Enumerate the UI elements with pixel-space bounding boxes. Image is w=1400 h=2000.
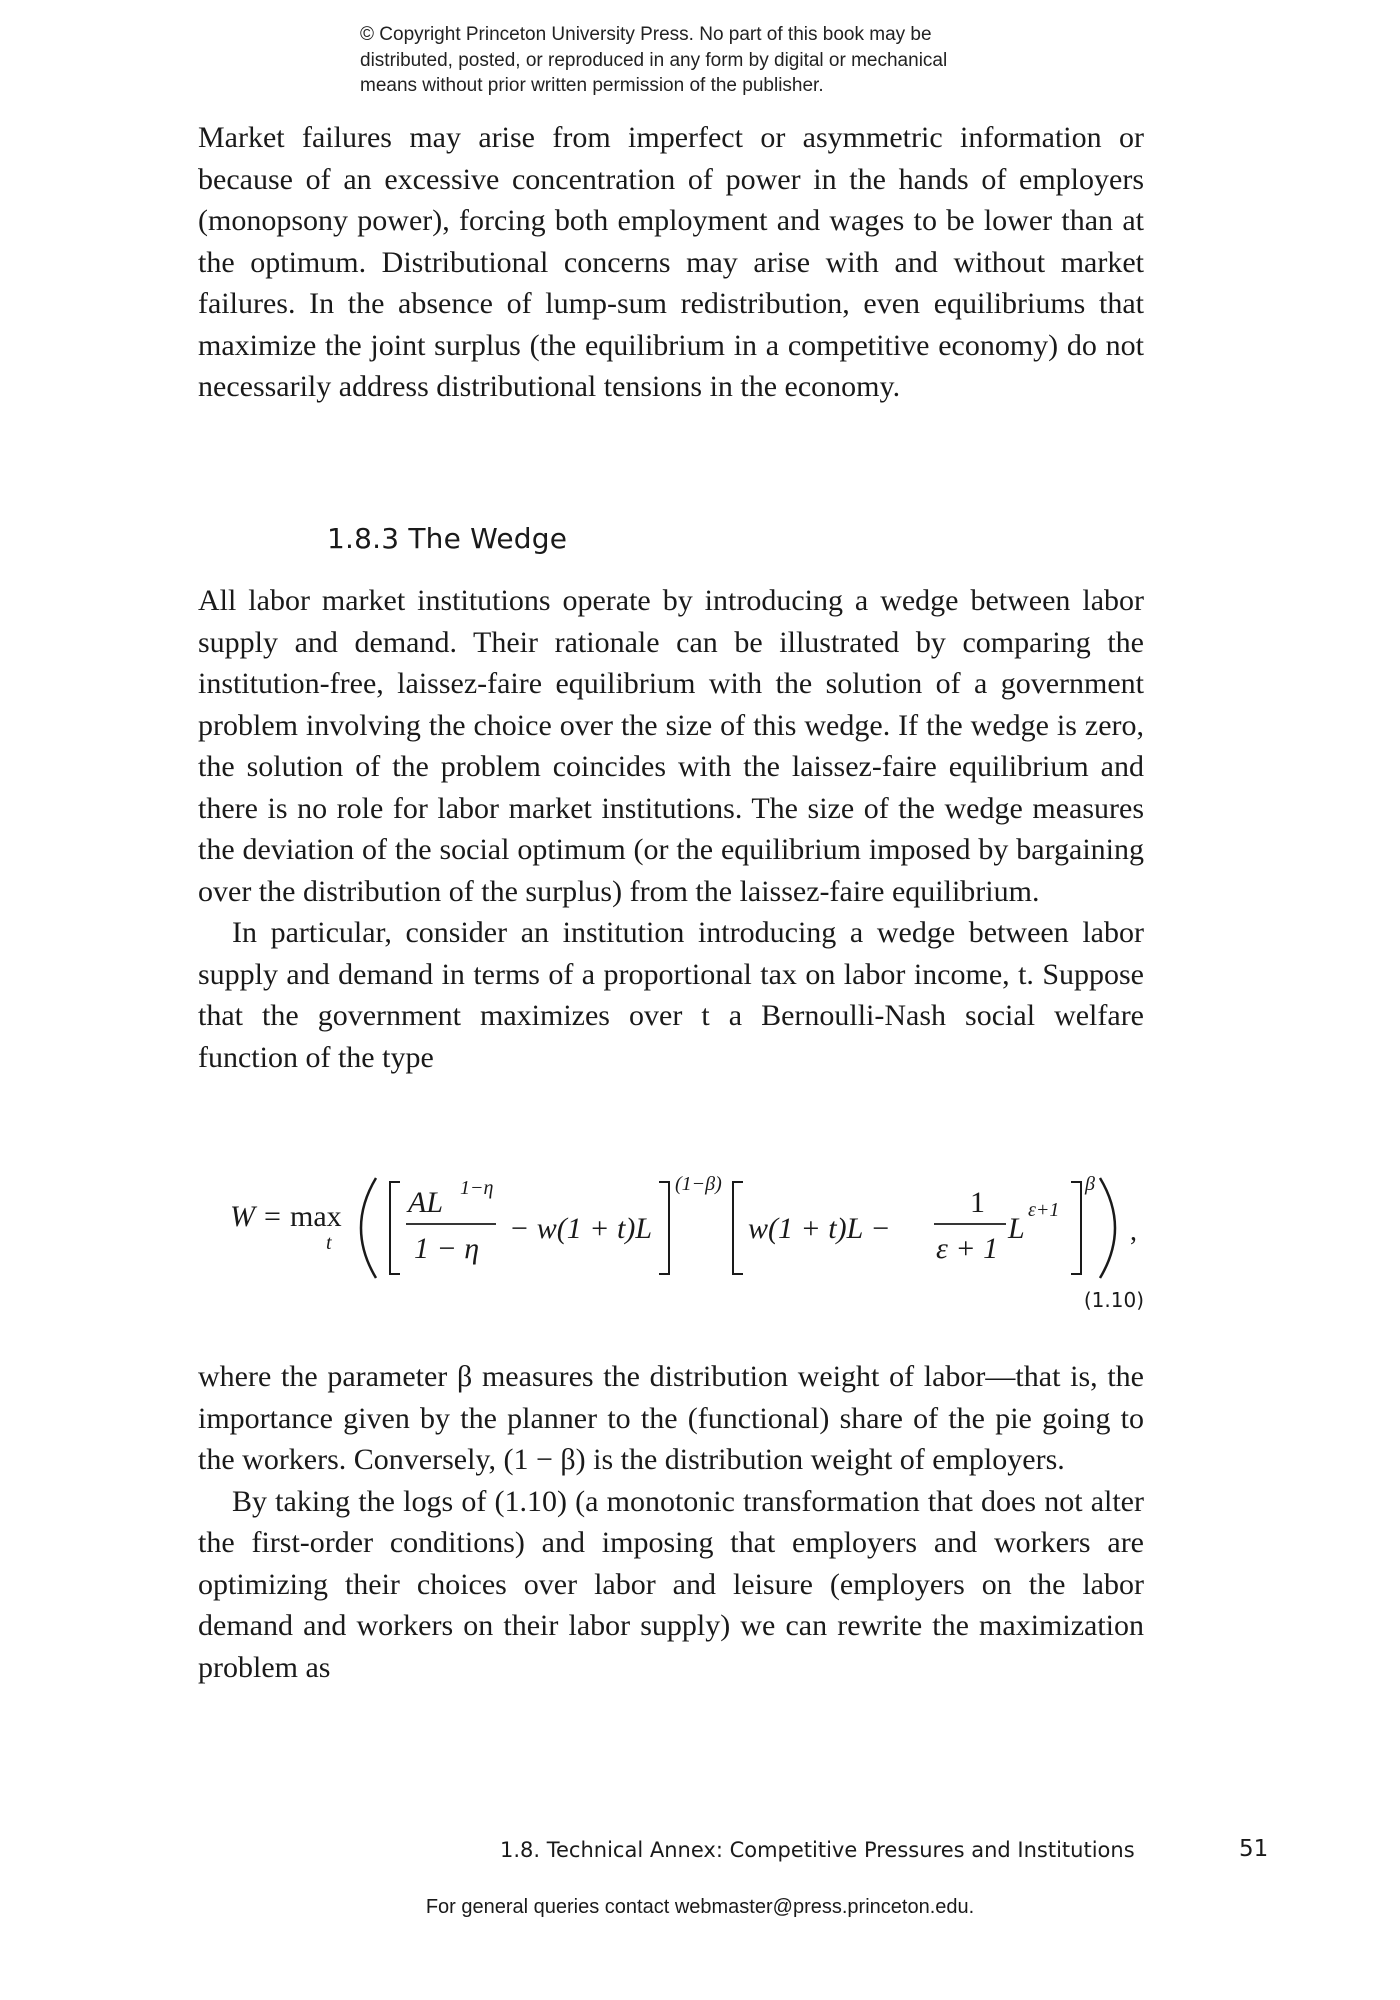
eq-term2: w(1 + t)L − bbox=[748, 1212, 891, 1245]
right-bracket-icon bbox=[1071, 1182, 1081, 1274]
copyright-line: distributed, posted, or reproduced in any form by digital or mechanical bbox=[360, 49, 948, 71]
eq-exp1: (1−β) bbox=[675, 1173, 722, 1195]
copyright-notice bbox=[360, 22, 1120, 99]
copyright-line: means without prior written permission of the publisher. bbox=[360, 75, 824, 96]
copyright-line: © Copyright Princeton University Press. No part of this book may be bbox=[360, 24, 932, 45]
eq-l2-exp: ε+1 bbox=[1028, 1199, 1060, 1221]
eq-minus-term: − w(1 + t)L bbox=[509, 1212, 652, 1245]
paragraph-text: Market failures may arise from imperfect or asymmetric information or because of an excessive concentration of power in the hands of employers (monopsony power), forcing both employment and wages to be lower than at the optimum. Distributional concerns may arise with and without market failures. In the absence of lump-sum redistribution, even equilibriums that maximize the joint surplus (the equilibrium in a competitive economy) do not necessarily address distributional tensions in the economy. bbox=[198, 121, 1144, 403]
page-number: 51 bbox=[1239, 1836, 1269, 1862]
left-bracket-icon bbox=[390, 1182, 400, 1274]
section-heading: 1.8.3 The Wedge bbox=[327, 522, 568, 555]
left-bracket-icon bbox=[733, 1182, 743, 1274]
paragraph-text: All labor market institutions operate by introducing a wedge between labor supply and demand. Their rationale can be illustrated by comparing the institution-free, laissez-faire equilibrium with the solution of a government problem involving the choice over the size of this wedge. If the wedge is zero, the solution of the problem coincides with the laissez-faire equilibrium and there is no role for labor market institutions. The size of the wedge measures the deviation of the social optimum (or the equilibrium imposed by bargaining over the distribution of the surplus) from the laissez-faire equilibrium. bbox=[198, 584, 1144, 908]
eq-exp2: β bbox=[1085, 1173, 1095, 1195]
eq-num1: AL bbox=[408, 1186, 444, 1219]
paragraph-market-failures bbox=[198, 117, 1144, 408]
eq-den1: 1 − η bbox=[414, 1232, 480, 1265]
welfare-equation bbox=[228, 1160, 1148, 1300]
right-paren-icon bbox=[1100, 1178, 1115, 1278]
left-paren-icon bbox=[361, 1178, 376, 1278]
eq-max: max bbox=[290, 1200, 342, 1233]
paragraph-text: By taking the logs of (1.10) (a monotonic transformation that does not alter the first-order conditions) and imposing that employers and workers are optimizing their choices over labor and leisure (employers on the labor demand and workers on their labor supply) we can rewrite the maximization problem as bbox=[198, 1484, 1144, 1684]
paragraph-wedge-intro bbox=[198, 580, 1144, 1078]
eq-num1-exp: 1−η bbox=[460, 1177, 494, 1199]
equation-number: (1.10) bbox=[1083, 1288, 1144, 1312]
eq-max-sub: t bbox=[326, 1232, 332, 1254]
eq-trailing-comma: , bbox=[1130, 1216, 1137, 1247]
paragraph-text: In particular, consider an institution introducing a wedge between labor supply and demand in terms of a proportional tax on labor income, t. Suppose that the government maximizes over t a Bernoulli-Nash social welfare function of the type bbox=[198, 916, 1144, 1074]
paragraph-beta-explanation bbox=[198, 1356, 1144, 1688]
eq-equals: = bbox=[264, 1200, 281, 1233]
eq-den2: ε + 1 bbox=[936, 1232, 999, 1265]
contact-line: For general queries contact webmaster@press.princeton.edu. bbox=[425, 1896, 975, 1918]
eq-num2: 1 bbox=[970, 1186, 985, 1219]
right-bracket-icon bbox=[659, 1182, 669, 1274]
eq-lhs: W bbox=[230, 1200, 255, 1233]
eq-l2: L bbox=[1008, 1212, 1025, 1245]
paragraph-text: where the parameter β measures the distribution weight of labor—that is, the importance given by the planner to the (functional) share of the pie going to the workers. Conversely, (1 − β) is the distribution weight of employers. bbox=[198, 1360, 1144, 1476]
running-title: 1.8. Technical Annex: Competitive Pressures and Institutions bbox=[500, 1838, 1135, 1862]
